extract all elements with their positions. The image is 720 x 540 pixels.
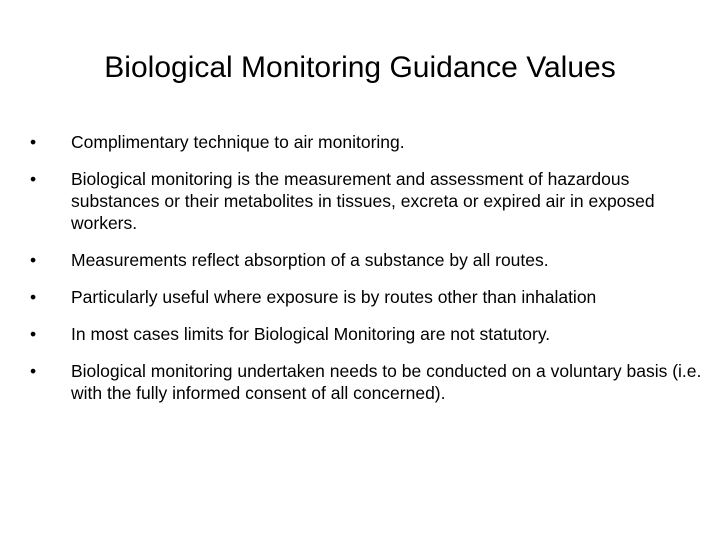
bullet-item — [28, 360, 708, 404]
bullet-text: In most cases limits for Biological Monitoring are not statutory. — [71, 324, 551, 344]
bullet-text: Biological monitoring is the measurement and assessment of hazardous substances or their metabolites in tissues, excreta or expired air in exposed workers. — [71, 169, 655, 233]
bullet-icon: • — [30, 169, 37, 189]
bullet-item — [28, 323, 708, 345]
bullet-item — [28, 286, 708, 308]
bullet-item — [28, 131, 708, 153]
bullet-text: Biological monitoring undertaken needs to be conducted on a voluntary basis (i.e. with the fully informed consent of all concerned). — [71, 361, 702, 403]
bullet-icon: • — [30, 132, 37, 152]
bullet-text: Complimentary technique to air monitoring. — [71, 132, 405, 152]
bullet-text: Measurements reflect absorption of a substance by all routes. — [71, 250, 549, 270]
bullet-icon: • — [30, 324, 37, 344]
bullet-icon: • — [30, 361, 37, 381]
bullet-item — [28, 168, 708, 234]
bullet-item — [28, 249, 708, 271]
bullet-icon: • — [30, 250, 37, 270]
slide-title: Biological Monitoring Guidance Values — [104, 51, 616, 84]
bullet-icon: • — [30, 287, 37, 307]
bullet-list — [28, 131, 708, 419]
bullet-text: Particularly useful where exposure is by routes other than inhalation — [71, 287, 597, 307]
